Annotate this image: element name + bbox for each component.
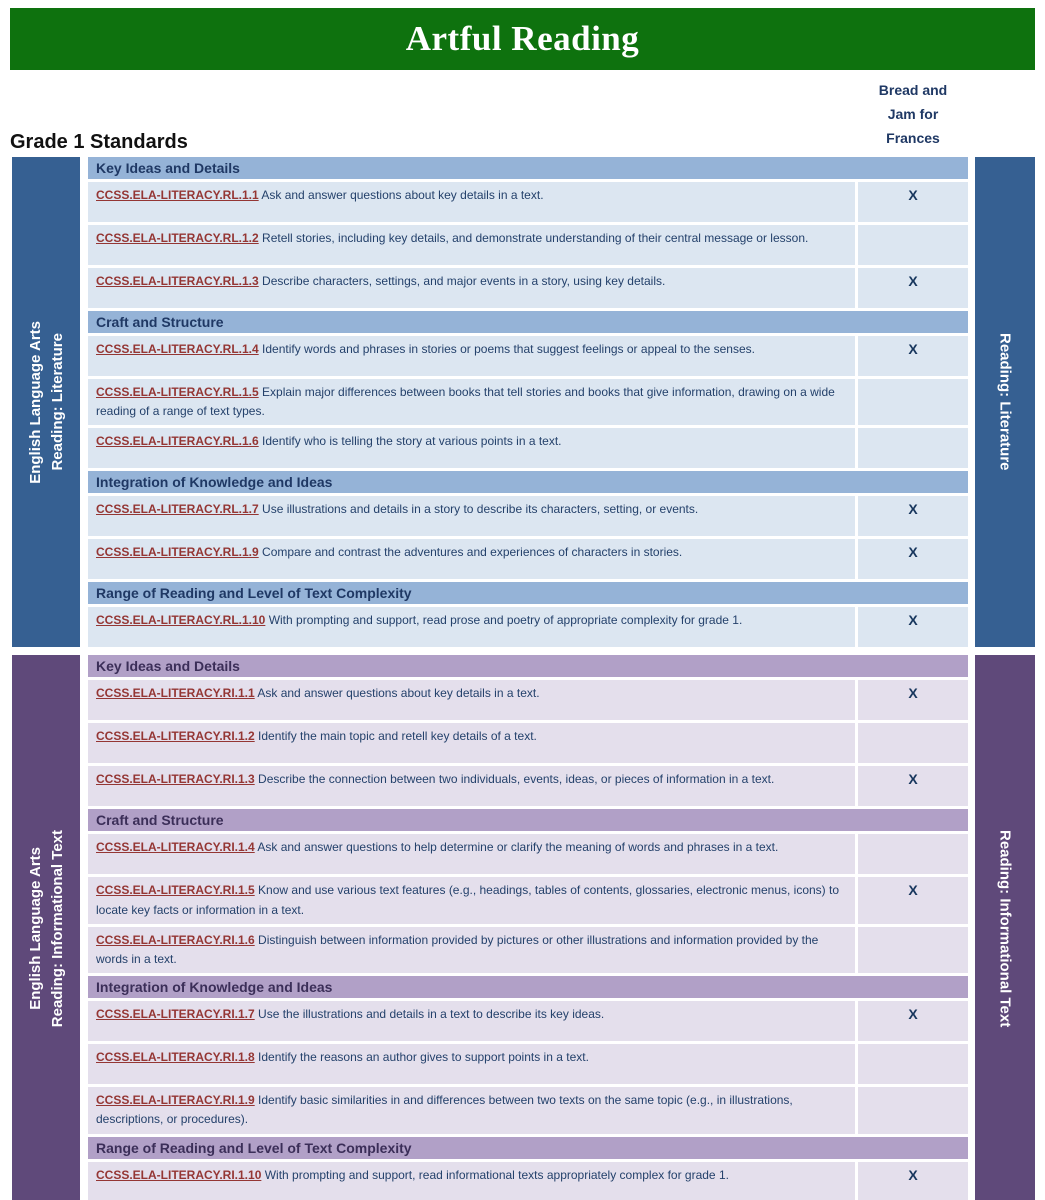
standard-code-link[interactable]: CCSS.ELA-LITERACY.RL.1.1 [96,188,259,202]
standard-row [88,834,968,877]
standard-description: Distinguish between information provided by pictures or other illustrations and information provided by the words in a text. [96,932,819,966]
standard-code-link[interactable]: CCSS.ELA-LITERACY.RL.1.4 [96,342,259,356]
group-heading: Range of Reading and Level of Text Complexity [88,1137,968,1162]
standard-text [88,723,855,763]
standard-code-link[interactable]: CCSS.ELA-LITERACY.RI.1.4 [96,840,255,855]
standard-text [88,607,855,647]
alignment-cell [855,607,968,647]
standard-code-link[interactable]: CCSS.ELA-LITERACY.RI.1.1 [96,686,255,701]
alignment-cell [855,1001,968,1041]
left-gutter [80,655,88,1200]
standard-row [88,1162,968,1200]
alignment-cell [855,766,968,806]
standard-row [88,927,968,976]
standard-row [88,680,968,723]
standard-text [88,680,855,720]
left-sidebar-reading-informational-text [12,655,80,1200]
standard-code-link[interactable]: CCSS.ELA-LITERACY.RI.1.6 [96,932,255,947]
alignment-cell [855,182,968,222]
alignment-cell [855,1044,968,1084]
standard-description: Identify the reasons an author gives to support points in a text. [254,1050,589,1065]
group-heading: Integration of Knowledge and Ideas [88,471,968,496]
x-mark: X [908,1166,918,1183]
grade-standards-label: Grade 1 Standards [10,131,188,153]
book-column-header-line-3: Frances [886,130,940,146]
standard-description: Use the illustrations and details in a text to describe its key ideas. [254,1007,605,1022]
standard-row [88,268,968,311]
book-column-header-line-2: Jam for [887,106,939,122]
group-heading: Key Ideas and Details [88,655,968,680]
standard-row [88,225,968,268]
right-sidebar-label: Reading: Informational Text [996,829,1014,1028]
alignment-cell [855,336,968,376]
standard-row [88,379,968,428]
alignment-cell [855,539,968,579]
standard-row [88,766,968,809]
standard-code-link[interactable]: CCSS.ELA-LITERACY.RI.1.10 [96,1167,262,1182]
standard-description: Describe characters, settings, and major events in a story, using key details. [258,274,666,288]
standard-text [88,336,855,376]
alignment-cell [855,680,968,720]
left-sidebar-label-2: Reading: Informational Text [48,829,66,1028]
x-mark: X [908,882,918,899]
standard-code-link[interactable]: CCSS.ELA-LITERACY.RL.1.5 [96,385,259,399]
standard-description: Ask and answer questions about key details in a text. [258,188,544,202]
right-sidebar-reading-literature [975,157,1035,647]
standard-description: Identify who is telling the story at various points in a text. [258,434,562,449]
group-heading: Key Ideas and Details [88,157,968,182]
x-mark: X [908,1006,918,1023]
standard-text [88,182,855,222]
alignment-cell [855,225,968,265]
standard-text [88,379,855,425]
standard-description: Identify words and phrases in stories or poems that suggest feelings or appeal to the senses. [258,342,755,356]
standard-description: Retell stories, including key details, and demonstrate understanding of their central message or lesson. [258,231,809,245]
standard-row [88,1044,968,1087]
standard-text [88,496,855,536]
x-mark: X [908,187,918,203]
section-reading-informational-text [12,655,1035,1200]
left-sidebar-reading-literature [12,157,80,647]
standard-description: With prompting and support, read prose and poetry of appropriate complexity for grade 1. [265,613,743,628]
group-heading: Integration of Knowledge and Ideas [88,976,968,1001]
standard-text [88,539,855,579]
x-mark: X [908,544,918,561]
standard-text [88,1001,855,1041]
standard-row [88,1087,968,1136]
alignment-cell [855,268,968,308]
right-sidebar-reading-informational-text [975,655,1035,1200]
alignment-cell [855,428,968,468]
standard-code-link[interactable]: CCSS.ELA-LITERACY.RL.1.2 [96,231,259,245]
group-heading: Craft and Structure [88,311,968,336]
standard-code-link[interactable]: CCSS.ELA-LITERACY.RL.1.9 [96,545,259,560]
standard-description: With prompting and support, read informational texts appropriately complex for grade 1. [261,1167,729,1182]
x-mark: X [908,685,918,702]
standard-description: Describe the connection between two individuals, events, ideas, or pieces of information in a text. [254,772,775,787]
alignment-cell [855,1162,968,1200]
standard-code-link[interactable]: CCSS.ELA-LITERACY.RI.1.5 [96,883,255,898]
standard-code-link[interactable]: CCSS.ELA-LITERACY.RI.1.7 [96,1007,255,1022]
standard-row [88,877,968,926]
standard-code-link[interactable]: CCSS.ELA-LITERACY.RI.1.8 [96,1050,255,1065]
title-banner [10,8,1035,70]
left-gutter [80,157,88,647]
standard-text [88,268,855,308]
standard-text [88,766,855,806]
standard-row [88,336,968,379]
standard-text [88,1087,855,1133]
standard-text [88,1162,855,1200]
header-band [0,70,1045,157]
x-mark: X [908,341,918,357]
left-sidebar-label-1: English Language Arts [26,320,44,484]
standard-code-link[interactable]: CCSS.ELA-LITERACY.RL.1.7 [96,502,259,517]
standard-code-link[interactable]: CCSS.ELA-LITERACY.RI.1.3 [96,772,255,787]
standard-description: Use illustrations and details in a story to describe its characters, setting, or events. [258,502,699,517]
standard-text [88,877,855,923]
standard-description: Explain major differences between books that tell stories and books that give information, drawing on a wide reading of a range of text types. [96,385,835,419]
standard-code-link[interactable]: CCSS.ELA-LITERACY.RI.1.2 [96,729,255,744]
book-column-header-line-1: Bread and [878,82,948,98]
standard-row [88,539,968,582]
standard-text [88,1044,855,1084]
left-sidebar-label-1: English Language Arts [26,847,44,1010]
standard-row [88,723,968,766]
standard-text [88,834,855,874]
standard-text [88,927,855,973]
standard-text [88,428,855,468]
standard-description: Identify basic similarities in and differences between two texts on the same topic (e.g., in illustrations, descriptions, or procedures). [96,1093,793,1127]
section-reading-literature [12,157,1035,647]
standards-table [12,157,1035,1200]
standard-text [88,225,855,265]
right-gutter [968,655,975,1200]
group-heading: Range of Reading and Level of Text Complexity [88,582,968,607]
standard-description: Ask and answer questions to help determine or clarify the meaning of words and phrases in a text. [254,840,779,855]
left-sidebar-label-2: Reading: Literature [48,333,66,471]
standard-code-link[interactable]: CCSS.ELA-LITERACY.RL.1.3 [96,274,259,288]
x-mark: X [908,612,918,629]
alignment-cell [855,379,968,425]
alignment-cell [855,927,968,973]
standard-code-link[interactable]: CCSS.ELA-LITERACY.RL.1.10 [96,613,266,628]
alignment-cell [855,496,968,536]
x-mark: X [908,273,918,289]
standard-code-link[interactable]: CCSS.ELA-LITERACY.RI.1.9 [96,1093,255,1108]
standard-row [88,496,968,539]
standard-row [88,1001,968,1044]
x-mark: X [908,501,918,518]
standard-description: Know and use various text features (e.g., headings, tables of contents, glossaries, electronic menus, icons) to locate key facts or information in a text. [96,883,840,917]
book-column-header [858,78,968,150]
standard-description: Compare and contrast the adventures and experiences of characters in stories. [258,545,683,560]
standard-description: Ask and answer questions about key details in a text. [254,686,540,701]
standard-row [88,428,968,471]
page-title: Artful Reading [405,19,640,58]
x-mark: X [908,771,918,788]
right-gutter [968,157,975,647]
alignment-cell [855,877,968,923]
standard-code-link[interactable]: CCSS.ELA-LITERACY.RL.1.6 [96,434,259,449]
section-content-reading-literature [88,157,968,647]
group-heading: Craft and Structure [88,809,968,834]
right-sidebar-label: Reading: Literature [996,333,1014,471]
standard-row [88,607,968,647]
standard-description: Identify the main topic and retell key details of a text. [254,729,537,744]
section-content-reading-informational-text [88,655,968,1200]
alignment-cell [855,1087,968,1133]
alignment-cell [855,723,968,763]
alignment-cell [855,834,968,874]
standard-row [88,182,968,225]
